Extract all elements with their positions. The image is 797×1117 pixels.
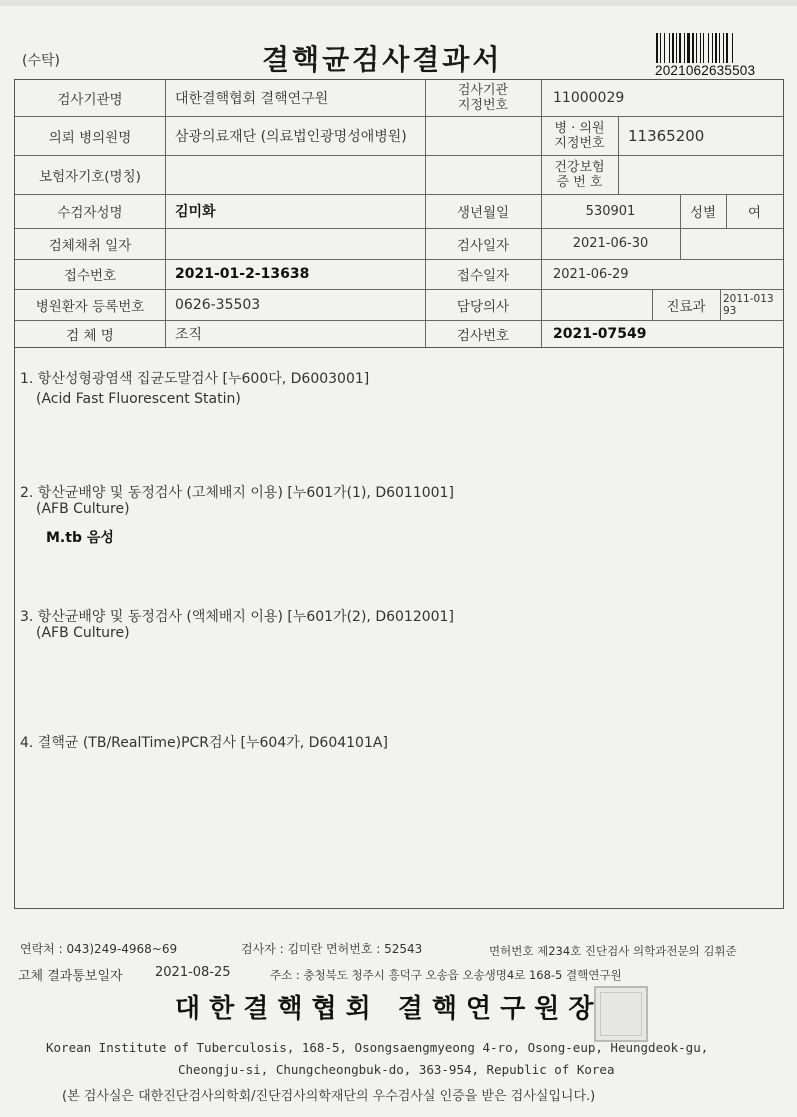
institution-number-label-line2: 지정번호 <box>457 98 509 113</box>
result-2-subtitle: (AFB Culture) <box>36 501 130 517</box>
contact-info: 연락처 : 043)249-4968~69 <box>20 942 178 956</box>
insurer-code-value <box>175 155 535 194</box>
report-date-label: 고체 결과통보일자 <box>18 969 123 984</box>
address: 주소 : 충청북도 청주시 흥덕구 오송읍 오송생명4로 168-5 결핵연구원 <box>270 968 622 982</box>
barcode-bar <box>676 33 677 63</box>
department-label: 진료과 <box>666 298 706 315</box>
document-title: 결핵균검사결과서 <box>262 43 503 76</box>
result-1-title: 1. 항산성형광염색 집균도말검사 [누600다, D6003001] <box>20 371 370 387</box>
barcode-bar <box>712 33 713 63</box>
hospital-registration-label: 병원환자 등록번호 <box>35 298 145 315</box>
barcode-number: 2021062635503 <box>655 63 756 78</box>
specimen-value: 조직 <box>175 326 203 343</box>
top-strip <box>0 0 797 6</box>
english-address-line1: Korean Institute of Tuberculosis, 168-5, Osongsaengmyeong 4-ro, Osong-eup, Heungdeok-gu, <box>46 1040 709 1055</box>
barcode-bar <box>703 33 704 63</box>
result-2-title: 2. 항산균배양 및 동정검사 (고체배지 이용) [누601가(1), D6011001] <box>20 485 454 501</box>
doc-type-label: (수탁) <box>22 53 60 69</box>
test-date-value: 2021-06-30 <box>572 236 649 251</box>
health-insurance-label-line1: 건강보험 <box>554 159 605 175</box>
barcode-bar <box>696 33 697 63</box>
result-4-title: 4. 결핵균 (TB/RealTime)PCR검사 [누604가, D604101A] <box>20 735 388 751</box>
barcode-bar <box>723 33 724 63</box>
referring-hospital-label: 의뢰 병의원명 <box>48 129 132 146</box>
hospital-number-label <box>541 116 618 155</box>
hospital-number-label-line2: 지정번호 <box>554 135 605 151</box>
result-2-value: M.tb 음성 <box>46 530 114 546</box>
barcode-bar <box>732 33 733 63</box>
birth-date-label: 생년월일 <box>456 205 510 221</box>
barcode-bar <box>660 33 661 63</box>
english-address-line2: Cheongju-si, Chungcheongbuk-do, 363-954, Republic of Korea <box>178 1062 615 1077</box>
institution-number-value: 11000029 <box>553 90 625 106</box>
birth-date-value: 530901 <box>585 203 636 219</box>
receipt-date-label: 접수일자 <box>456 268 510 284</box>
barcode-bar <box>656 33 658 63</box>
institution-number-label-line1: 검사기관 <box>457 83 509 98</box>
hospital-number-label-line1: 병 · 의원 <box>554 120 605 136</box>
specimen-label: 검 체 명 <box>66 327 114 344</box>
test-number-label: 검사번호 <box>456 327 510 344</box>
patient-name-label: 수검자성명 <box>57 205 123 221</box>
examiner-info: 검사자 : 김미란 면허번호 : 52543 <box>241 942 423 956</box>
barcode-bar <box>679 33 681 63</box>
doctor-license: 면허번호 제234호 진단검사 의학과전문의 김휘준 <box>489 944 737 958</box>
barcode-bar <box>700 33 701 63</box>
barcode-bar <box>669 33 670 63</box>
result-1-subtitle: (Acid Fast Fluorescent Statin) <box>36 391 241 407</box>
barcode-bar <box>708 33 709 63</box>
institution-label: 검사기관명 <box>57 92 123 108</box>
report-date-value: 2021-08-25 <box>155 965 231 980</box>
certification-note: (본 검사실은 대한진단검사의학회/진단검사의학재단의 우수검사실 인증을 받은 검사실입니다.) <box>62 1089 596 1104</box>
department-value-line2: 93 <box>723 304 737 317</box>
test-number-value: 2021-07549 <box>553 325 647 342</box>
barcode <box>656 33 772 63</box>
health-insurance-label-line2: 증 번 호 <box>556 174 603 190</box>
referring-hospital-value: 삼광의료재단 (의료법인광명성애병원) <box>175 128 407 145</box>
institute-name: 대한결핵협회 결핵연구원장 <box>175 994 603 1024</box>
barcode-bar <box>719 33 720 63</box>
insurer-code-label: 보험자기호(명칭) <box>39 168 141 185</box>
receipt-number-label: 접수번호 <box>63 268 117 284</box>
barcode-bar <box>664 33 665 63</box>
collection-date-label: 검체채취 일자 <box>48 237 132 254</box>
result-3-title: 3. 항산균배양 및 동정검사 (액체배지 이용) [누601가(2), D6012001] <box>20 609 454 625</box>
doctor-label: 담당의사 <box>456 298 510 315</box>
health-insurance-value <box>628 155 768 194</box>
receipt-number-value: 2021-01-2-13638 <box>175 266 310 282</box>
result-3-subtitle: (AFB Culture) <box>36 625 130 641</box>
barcode-bar <box>684 33 685 63</box>
barcode-bar <box>715 33 717 63</box>
sex-value: 여 <box>747 205 762 221</box>
receipt-date-value: 2021-06-29 <box>553 266 629 282</box>
patient-name-value: 김미화 <box>175 204 216 220</box>
health-insurance-label <box>541 155 618 194</box>
barcode-bar <box>692 33 694 63</box>
barcode-bar <box>726 33 728 63</box>
department-value <box>723 289 783 320</box>
institution-value: 대한결핵협회 결핵연구원 <box>175 91 329 107</box>
sex-label: 성별 <box>689 205 717 221</box>
info-table <box>14 79 784 348</box>
department-value-line1: 2011-013 <box>723 292 774 305</box>
hospital-registration-value: 0626-35503 <box>175 296 261 313</box>
hospital-number-value: 11365200 <box>628 126 705 145</box>
collection-date-value <box>175 228 415 259</box>
barcode-bar <box>687 33 690 63</box>
doctor-value <box>553 289 648 320</box>
institution-number-label <box>425 80 541 116</box>
test-date-label: 검사일자 <box>456 237 510 254</box>
barcode-bar <box>672 33 674 63</box>
